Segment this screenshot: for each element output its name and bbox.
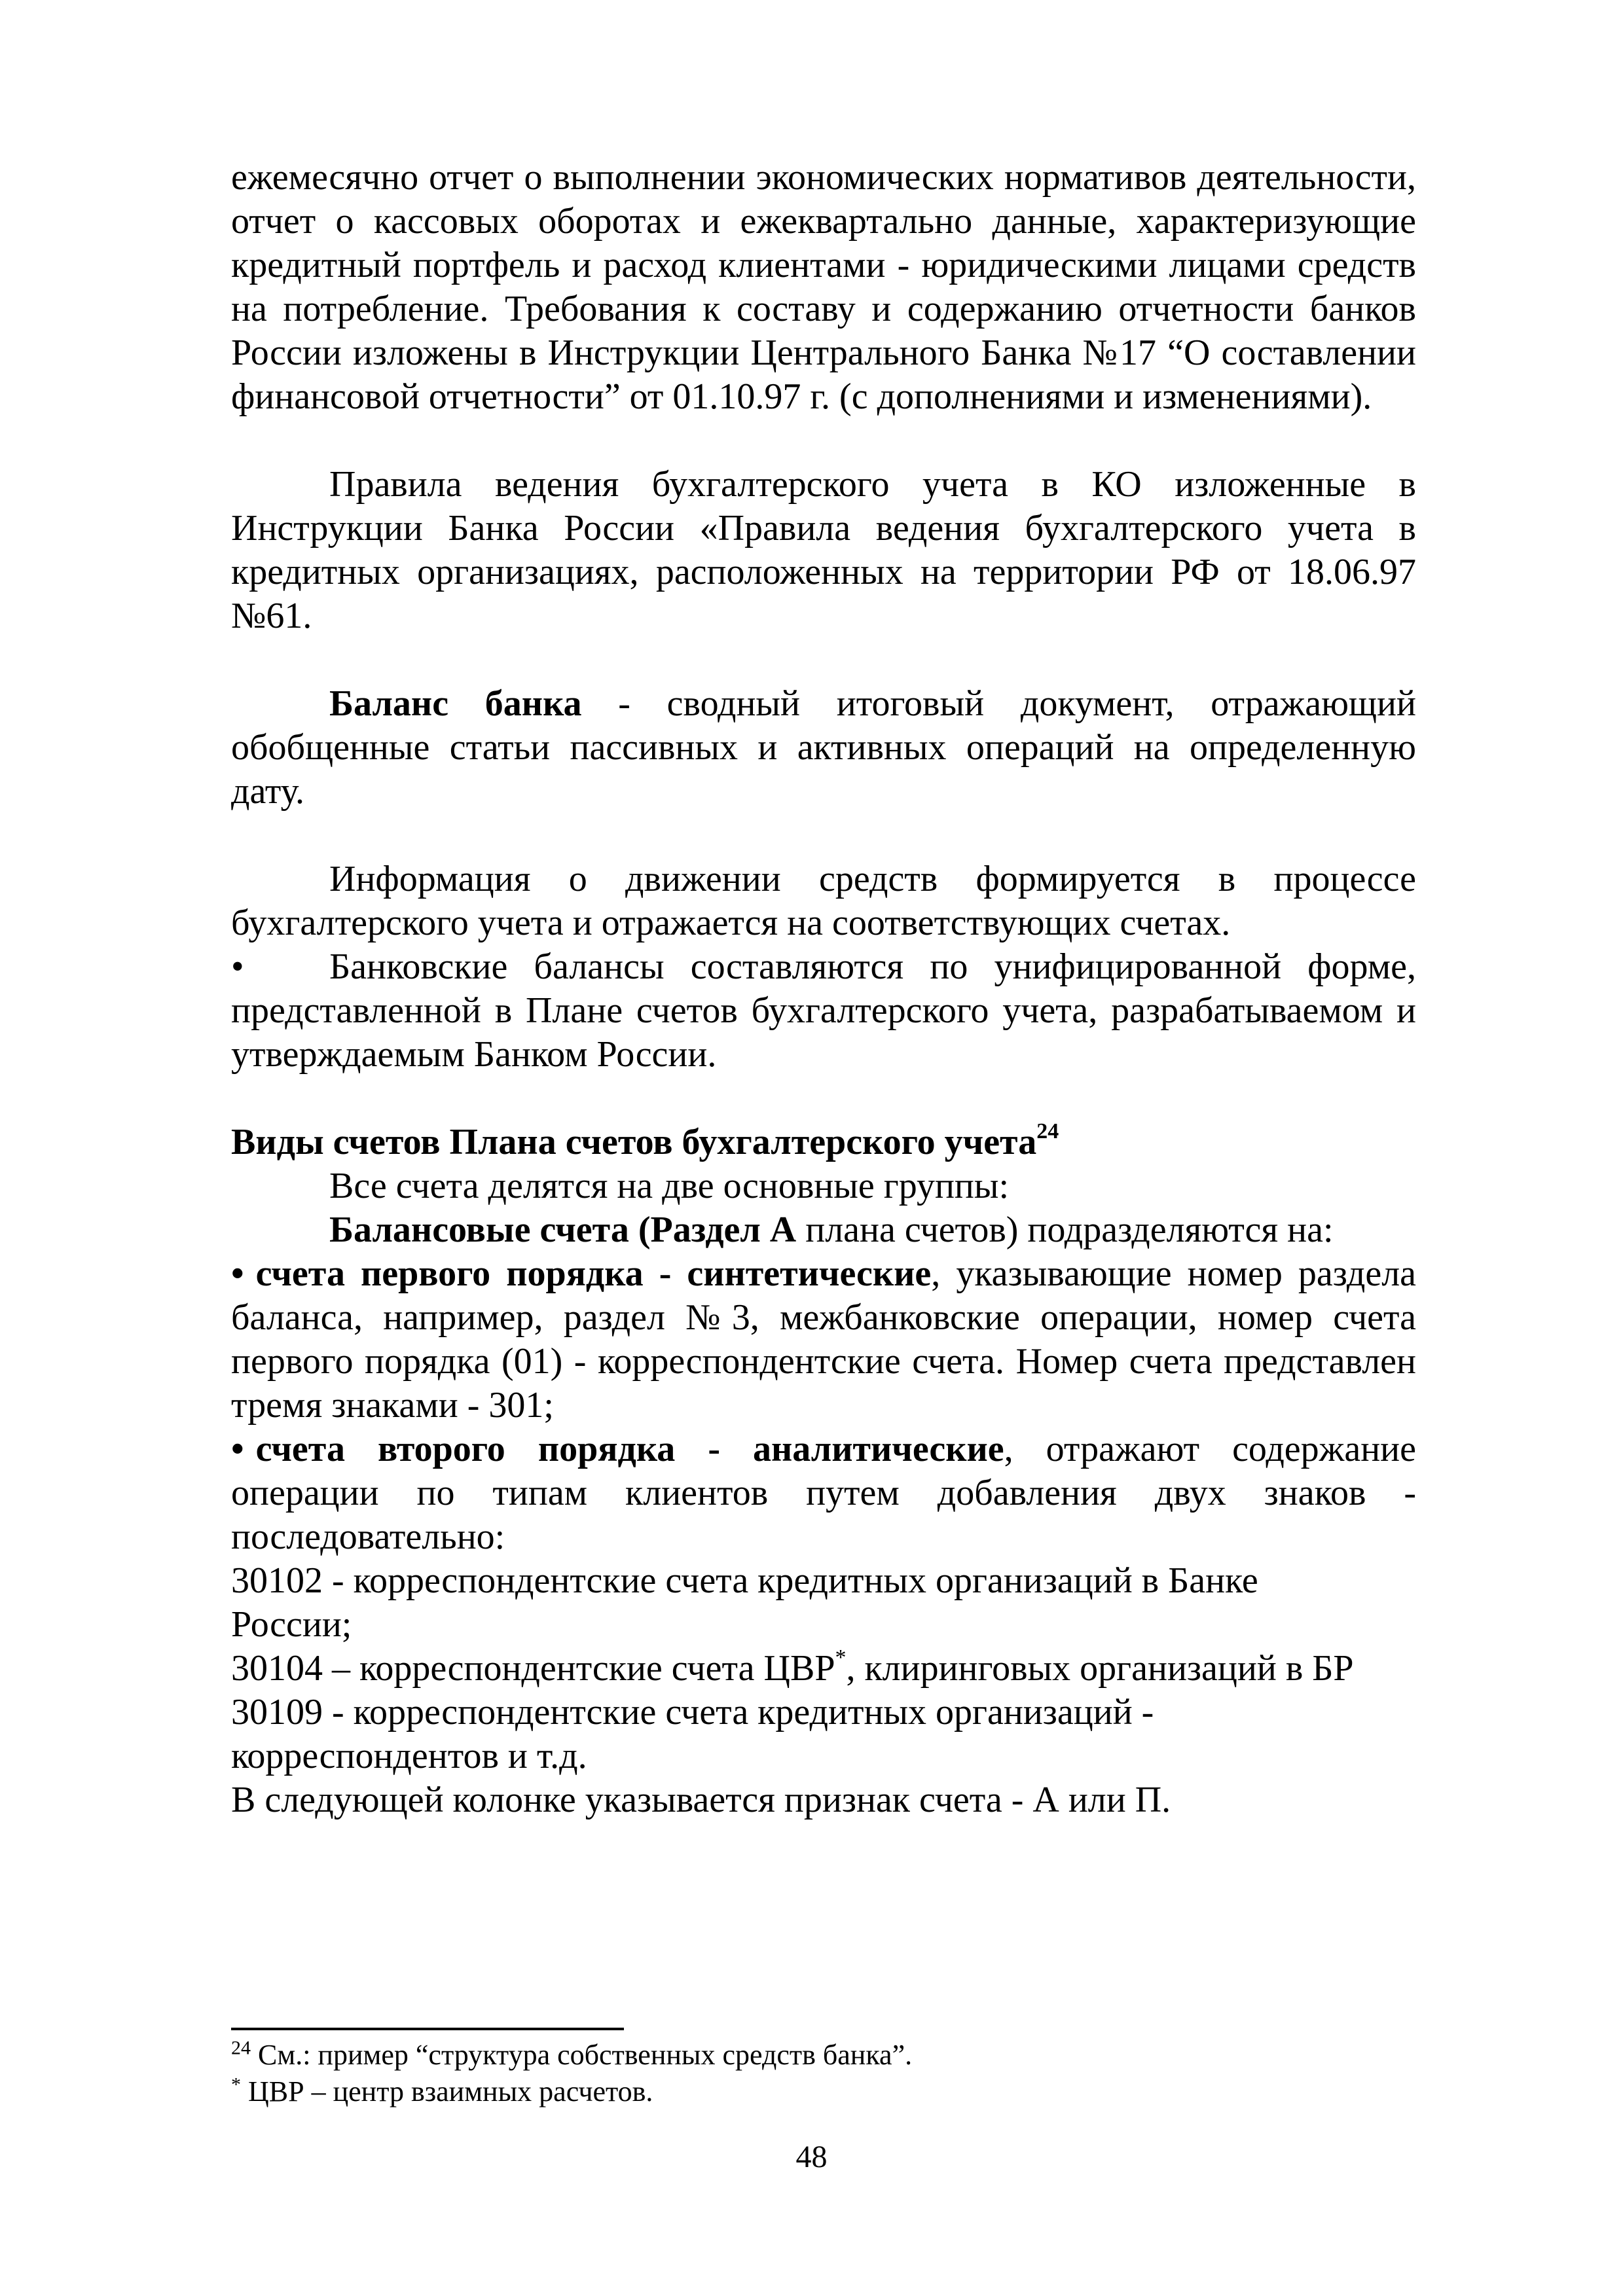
document-page [231, 156, 1416, 1822]
footnote-asterisk-mark: * [231, 2073, 241, 2096]
paragraph-two-groups: Все счета делятся на две основные группы: [329, 1166, 1010, 1206]
second-order-rest: , отражают содержание операции по типам клиентов путем добавления двух знаков - последовательно: [231, 1429, 1417, 1557]
bullet-icon: • [231, 946, 244, 987]
term-bank-balance: Баланс банка [329, 683, 582, 724]
paragraph-bank-balance [231, 682, 1416, 814]
section-heading [231, 1121, 1416, 1164]
term-second-order: счета второго порядка - аналитические [255, 1429, 1004, 1469]
bullet-second-order [231, 1427, 1416, 1559]
page-number: 48 [795, 2140, 828, 2174]
account-line-30104 [231, 1647, 1416, 1691]
paragraph-accounting-rules: Правила ведения бухгалтерского учета в КО изложенные в Инструкции Банка России «Правила ведения бухгалтерского учета в кредитных организациях, расположенных на территории РФ от 18.06.97 №61. [231, 464, 1416, 636]
paragraph-reporting: ежемесячно отчет о выполнении экономических нормативов деятельности, отчет о кассовых оборотах и ежеквартально данные, характеризующие кредитный портфель и расход клиентами - юридическими лицами средств на потребление. Требования к составу и содержанию отчетности банков России изложены в Инструкции Центрального Банка №17 “О составлении финансовой отчетности” от 01.10.97 г. (с дополнениями и изменениями). [231, 157, 1416, 417]
term-first-order: счета первого порядка - синтетические [255, 1253, 932, 1294]
term-balance-accounts: Балансовые счета (Раздел А [329, 1210, 797, 1250]
footnote-divider [231, 2028, 624, 2030]
account-line-30109: 30109 - корреспондентские счета кредитных организаций - [231, 1692, 1154, 1732]
account-line-30109-cont: корреспондентов и т.д. [231, 1736, 587, 1776]
footnote-ref-asterisk: * [835, 1645, 847, 1670]
section-heading-text: Виды счетов Плана счетов бухгалтерского учета [231, 1122, 1037, 1162]
bullet-icon: • [231, 1253, 244, 1294]
bullet-icon: • [231, 1429, 244, 1469]
footnote-asterisk-text: ЦВР – центр взаимных расчетов. [241, 2075, 653, 2108]
account-30104-text: 30104 – корреспондентские счета ЦВР [231, 1648, 835, 1689]
definition-bank-balance: - сводный итоговый документ, отражающий обобщенные статьи пассивных и активных операций на определенную дату. [231, 683, 1416, 812]
paragraph-bank-balances-bullet [231, 945, 1416, 1077]
footnote-ref-24: 24 [1036, 1119, 1059, 1144]
bullet-first-order [231, 1252, 1416, 1427]
account-30104-text-end: , клиринговых организаций в БР [846, 1648, 1354, 1689]
footnote-24-mark: 24 [231, 2037, 251, 2059]
footnote-24-text: См.: пример “структура собственных средств банка”. [251, 2039, 913, 2071]
account-line-30102: 30102 - корреспондентские счета кредитных организаций в Банке [231, 1560, 1258, 1601]
paragraph-funds-movement: Информация о движении средств формируется в процессе бухгалтерского учета и отражается на соответствующих счетах. [231, 859, 1416, 943]
paragraph-balance-accounts [231, 1208, 1416, 1252]
bullet-text: Банковские балансы составляются по унифицированной форме, представленной в Плане счетов бухгалтерского учета, разрабатываемом и утверждаемым Банком России. [231, 946, 1416, 1075]
paragraph-account-sign: В следующей колонке указывается признак счета - А или П. [231, 1780, 1171, 1820]
footnotes [231, 2037, 1416, 2110]
footnote-24 [231, 2037, 1416, 2073]
balance-accounts-rest: плана счетов) подразделяются на: [796, 1210, 1334, 1250]
footnote-asterisk [231, 2073, 1416, 2110]
account-line-30102-cont: России; [231, 1604, 352, 1645]
first-order-rest: , указывающие номер раздела баланса, например, раздел №3, межбанковские операции, номер счета первого порядка (01) - корреспондентские счета. Номер счета представлен тремя знаками - 301; [231, 1253, 1417, 1426]
